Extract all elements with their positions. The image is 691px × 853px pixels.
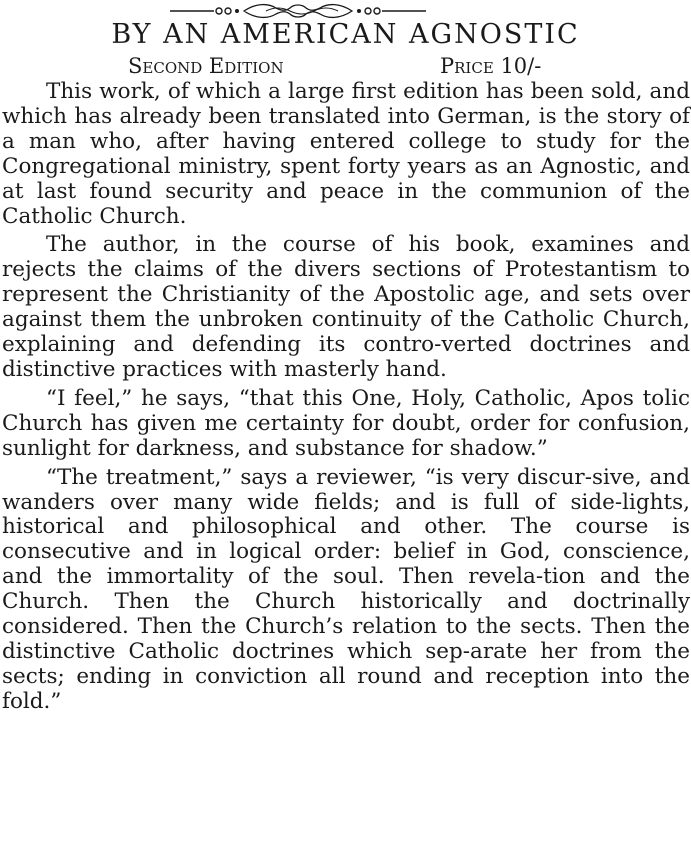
paragraph-author-argument: The author, in the course of his book, examines and rejects the claims of the divers sections of Protestantism to represent the Christianity of the Apostolic age, and sets over against them the unbroken continuity of the Catholic Church, explaining and defending its contro-verted doctrines and distinctive practices with masterly hand. <box>2 232 690 382</box>
paragraph-reviewer-quote: “The treatment,” says a reviewer, “is very discur-sive, and wanders over many wide fields; and is full of side-lights, historical and philosophical and other. The course is consecutive and in logical order: belief in God, conscience, and the immortality of the soul. Then revela-tion and the Church. Then the Church historically and doctrinally considered. Then the Church’s relation to the sects. Then the distinctive Catholic doctrines which sep-arate her from the sects; ending in conviction all round and reception into the fold.” <box>2 464 690 714</box>
book-title: BY AN AMERICAN AGNOSTIC <box>111 19 580 50</box>
price-label: Price 10/- <box>440 54 542 78</box>
description-body <box>2 80 690 719</box>
paragraph-intro: This work, of which a large first edition has been sold, and which has already been translated into German, is the story of a man who, after having entered college to study for the Congregational ministry, spent forty years as an Agnostic, and at last found security and peace in the communion of the Catholic Church. <box>2 79 690 229</box>
paragraph-author-quote: “I feel,” he says, “that this One, Holy, Catholic, Apos tolic Church has given me certainty for doubt, order for confusion, sunlight for darkness, and substance for shadow.” <box>2 385 690 461</box>
edition-label: Second Edition <box>128 54 284 78</box>
